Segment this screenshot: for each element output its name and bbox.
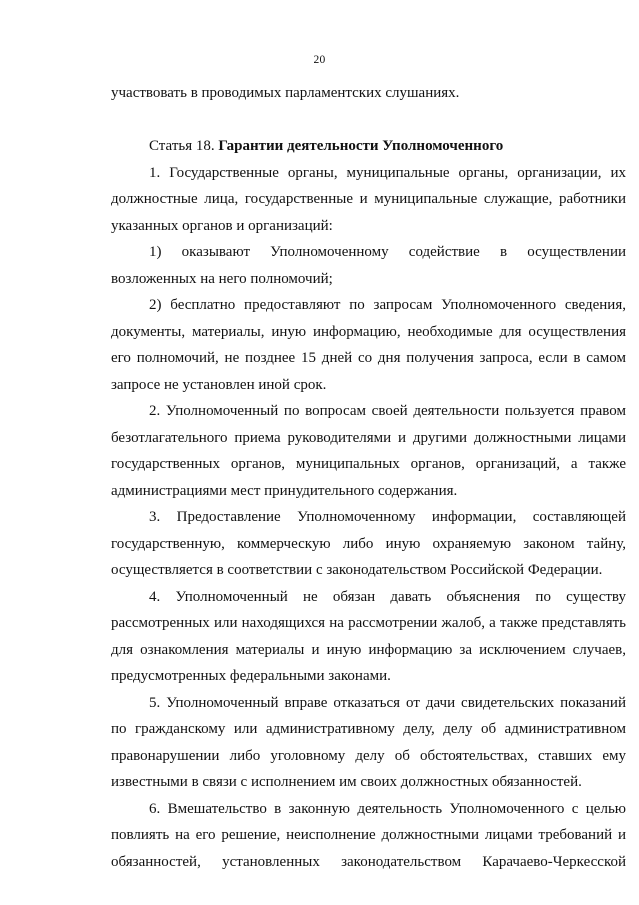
paragraph-2: 2. Уполномоченный по вопросам своей деятельности пользуется правом безотлагательного приема руководителями и другими должностными лицами государственных органов, муниципальных органов, организаций, а также администрациями мест принудительного содержания. [111, 403, 626, 499]
article-heading [111, 133, 626, 160]
paragraph-1-item-2: 2) бесплатно предоставляют по запросам Уполномоченного сведения, документы, материалы, иную информацию, необходимые для осуществления его полномочий, не позднее 15 дней со дня получения запроса, если в самом запросе не установлен иной срок. [111, 297, 626, 393]
paragraph-1-item-1: 1) оказывают Уполномоченному содействие в осуществлении возложенных на него полномочий; [111, 244, 626, 287]
article-title: Гарантии деятельности Уполномоченного [218, 138, 504, 154]
page-number: 20 [313, 54, 326, 66]
document-body [111, 80, 626, 875]
continuation-text: участвовать в проводимых парламентских слушаниях. [111, 85, 460, 101]
paragraph-1: 1. Государственные органы, муниципальные органы, организации, их должностные лица, государственные и муниципальные служащие, работники указанных органов и организаций: [111, 164, 626, 234]
paragraph-3: 3. Предоставление Уполномоченному информации, составляющей государственную, коммерческую либо иную охраняемую законом тайну, осуществляется в соответствии с законодательством Российской Федерации. [111, 509, 626, 578]
paragraph-6: 6. Вмешательство в законную деятельность Уполномоченного с целью повлиять на его решение, неисполнение должностными лицами требований и обязанностей, установленных законодательством Карачаево-Черкесской [111, 800, 626, 870]
article-number: Статья 18. [149, 138, 219, 154]
paragraph-4: 4. Уполномоченный не обязан давать объяснения по существу рассмотренных или находящихся на рассмотрении жалоб, а также представлять для ознакомления материалы и иную информацию за исключением случаев, предусмотренных федеральными законами. [111, 588, 626, 684]
paragraph-5: 5. Уполномоченный вправе отказаться от дачи свидетельских показаний по гражданскому или административному делу, делу об административном правонарушении либо уголовному делу об обстоятельствах, ставших ему известными в связи с исполнением им своих должностных обязанностей. [111, 694, 626, 790]
